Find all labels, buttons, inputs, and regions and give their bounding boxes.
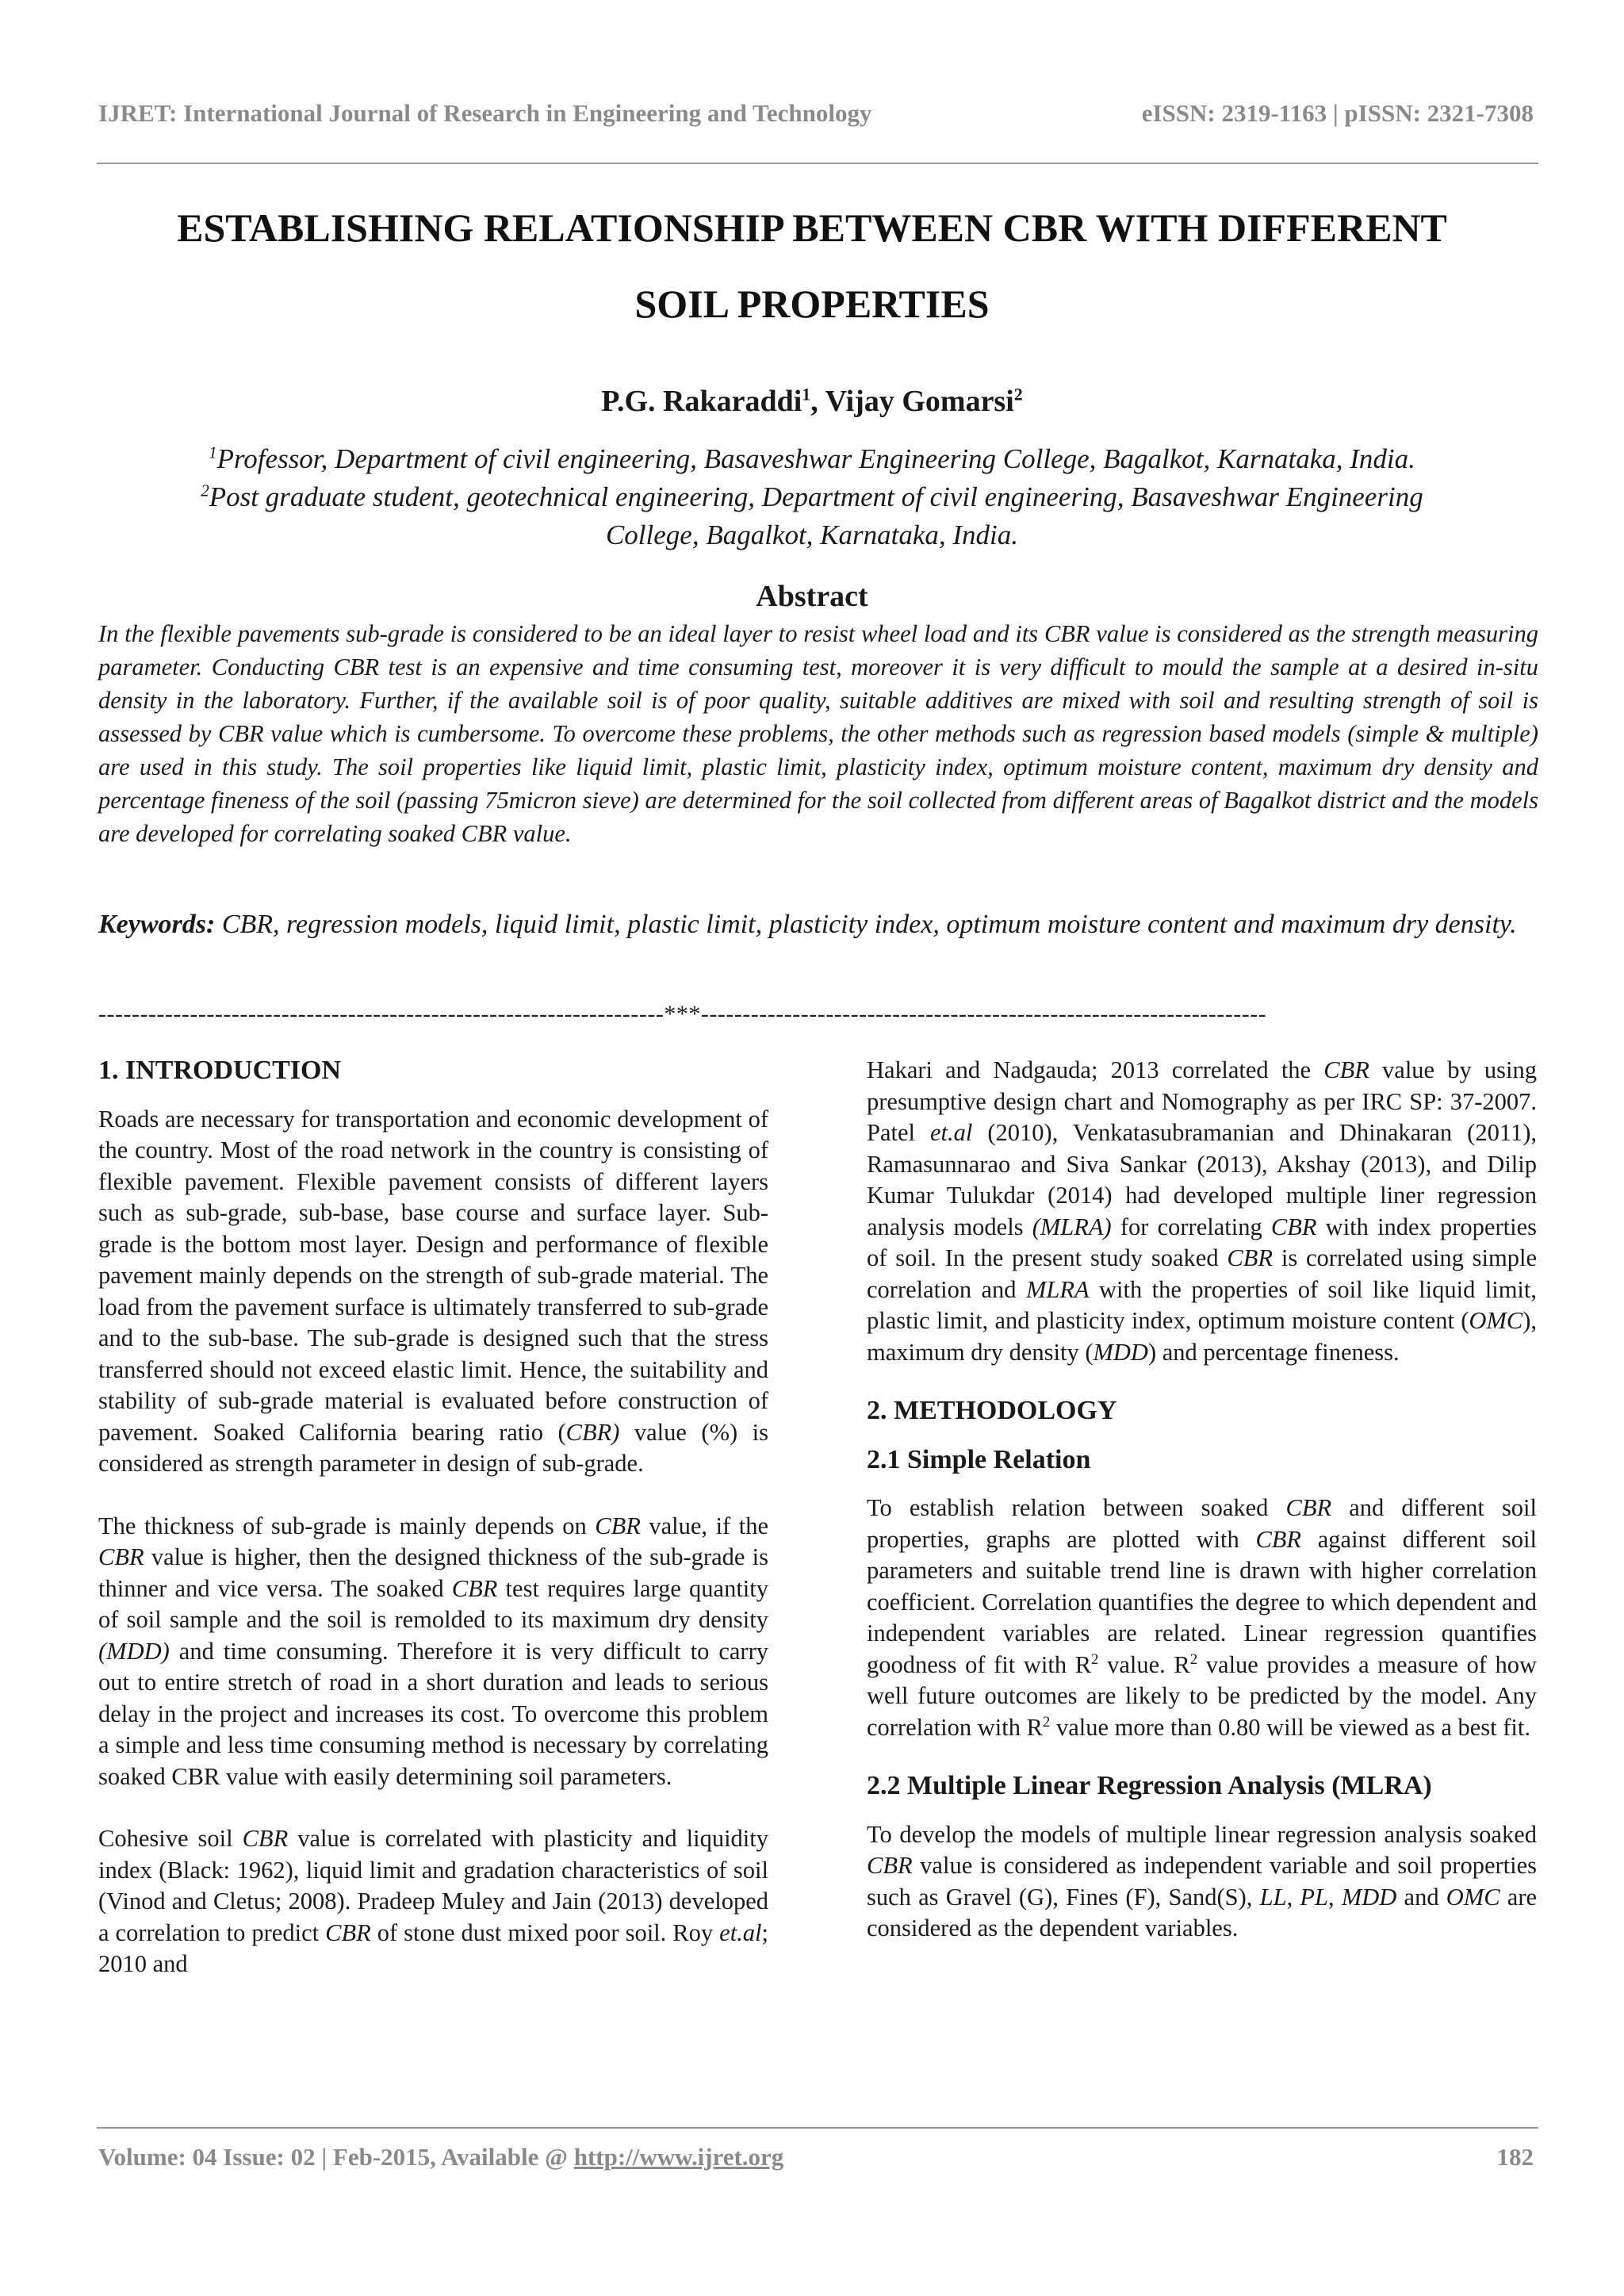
affiliation-2 <box>0 478 1624 516</box>
journal-url-link[interactable]: http://www.ijret.org <box>573 2143 784 2171</box>
text: To develop the models of multiple linear regression analysis soaked <box>867 1820 1537 1848</box>
journal-header: IJRET: International Journal of Research in Engineering and Technology <box>98 99 872 127</box>
affiliation-2-cont: College, Bagalkot, Karnataka, India. <box>605 519 1019 550</box>
italic-term: et.al <box>719 1918 762 1946</box>
text: value, if the <box>640 1512 768 1539</box>
italic-term: OMC <box>1446 1883 1500 1911</box>
text: Hakari and Nadgauda; 2013 correlated the <box>867 1056 1324 1083</box>
text: value by using presumptive design chart and Nomography as per IRC SP: 37-2007. Patel <box>867 1056 1537 1146</box>
superscript: 2 <box>1189 1650 1198 1668</box>
italic-term: et.al <box>930 1119 973 1146</box>
header-rule <box>97 163 1538 164</box>
text: value more than 0.80 will be viewed as a best fit. <box>1050 1713 1530 1741</box>
subsection-heading-simple-relation: 2.1 Simple Relation <box>867 1444 1091 1474</box>
text: against different soil parameters and suitable trend line is drawn with higher correlation coefficient. Correlation quantifies the degree to which dependent and independent variables are related. Linear regression quantifies goodness of fit with R <box>867 1525 1537 1678</box>
keywords-label: Keywords: <box>98 910 216 939</box>
author-separator: , <box>810 385 825 418</box>
section-heading-methodology: 2. METHODOLOGY <box>867 1396 1117 1425</box>
text: is correlated using simple correlation and <box>867 1244 1537 1303</box>
text: and different soil properties, graphs are plotted with <box>867 1494 1538 1553</box>
footer-rule <box>97 2127 1538 2129</box>
superscript: 2 <box>1091 1650 1099 1668</box>
keywords <box>98 898 1538 952</box>
affiliation-2-sup: 2 <box>201 481 209 500</box>
italic-term: CBR <box>242 1825 289 1852</box>
affiliation-2-text: Post graduate student, geotechnical engineering, Department of civil engineering, Basaveshwar Engineering <box>209 481 1423 512</box>
italic-term: CBR <box>595 1512 641 1539</box>
italic-term: (MLRA) <box>1032 1213 1112 1240</box>
text: ) and percentage fineness. <box>1147 1338 1400 1366</box>
text: value. R <box>1098 1650 1190 1678</box>
mlra-paragraph <box>867 1819 1537 1945</box>
section-divider: --------------------------------------------------------------------***-------------------------------------------------------------------- <box>98 1001 1267 1027</box>
italic-term: CBR <box>325 1918 371 1946</box>
text: test requires large quantity of soil sample and the soil is remolded to its maximum dry density <box>98 1574 769 1633</box>
italic-term: CBR <box>1323 1056 1369 1083</box>
italic-term: LL <box>1259 1883 1287 1911</box>
paper-title-line-1: ESTABLISHING RELATIONSHIP BETWEEN CBR WITH DIFFERENT <box>177 205 1447 250</box>
italic-term: CBR <box>98 1543 144 1570</box>
paper-title-line-2: SOIL PROPERTIES <box>634 282 990 326</box>
affiliation-1 <box>0 440 1624 478</box>
text: ; 2010 and <box>98 1918 769 1977</box>
text: Roads are necessary for transportation and economic development of the country. Most of the road network in the country is consisting of flexible pavement. Flexible pavement consists of different layers such as sub-grade, sub-base, base course and surface layer. Sub-grade is the bottom most layer. Design and performance of flexible pavement mainly depends on the strength of sub-grade material. The load from the pavement surface is ultimately transferred to sub-grade and to the sub-base. The sub-grade is designed such that the stress transferred should not exceed elastic limit. Hence, the suitability and stability of sub-grade material is evaluated before construction of pavement. Soaked California bearing ratio ( <box>98 1105 768 1446</box>
text: , <box>1286 1883 1300 1911</box>
author-1: P.G. Rakaraddi <box>601 385 802 418</box>
italic-term: CBR <box>1270 1213 1317 1240</box>
text: are considered as the dependent variables. <box>867 1883 1538 1941</box>
author-2: Vijay Gomarsi <box>825 385 1014 418</box>
text: and time consuming. Therefore it is very difficult to carry out to entire stretch of road in a short duration and leads to serious delay in the project and increases its cost. To overcome this problem a simple and less time consuming method is necessary by correlating soaked CBR value with easily determining soil parameters. <box>98 1637 768 1790</box>
left-column <box>98 1055 768 2011</box>
italic-term: CBR <box>1255 1525 1302 1553</box>
text: (2010), Venkatasubramanian and Dhinakaran (2011), Ramasunnarao and Siva Sankar (2013), Akshay (2013), and Dilip Kumar Tulukdar (2014) had developed multiple liner regression analysis models <box>867 1119 1537 1240</box>
italic-term: CBR) <box>565 1418 620 1446</box>
text: value (%) is considered as strength parameter in design of sub-grade. <box>98 1418 768 1477</box>
text: and <box>1396 1883 1446 1911</box>
text: of stone dust mixed poor soil. Roy <box>370 1918 720 1946</box>
italic-term: OMC <box>1469 1307 1523 1334</box>
text: value is higher, then the designed thickness of the sub-grade is thinner and vice versa. The soaked <box>98 1543 768 1602</box>
italic-term: MDD <box>1093 1338 1148 1366</box>
intro-paragraph-3 <box>98 1823 768 1980</box>
abstract-text: In the flexible pavements sub-grade is considered to be an ideal layer to resist wheel load and its CBR value is considered as the strength measuring parameter. Conducting CBR test is an expensive and time consuming test, moreover it is very difficult to mould the sample at a desired in-situ density in the laboratory. Further, if the available soil is of poor quality, suitable additives are mixed with soil and resulting strength of soil is assessed by CBR value which is cumbersome. To overcome these problems, the other methods such as regression based models (simple & multiple) are used in this study. The soil properties like liquid limit, plastic limit, plasticity index, optimum moisture content, maximum dry density and percentage fineness of the soil (passing 75micron sieve) are determined for the soil collected from different areas of Bagalkot district and the models are developed for correlating soaked CBR value. <box>98 620 1538 847</box>
affiliation-1-text: Professor, Department of civil engineering, Basaveshwar Engineering College, Bagalkot, Karnataka, India. <box>216 443 1415 474</box>
italic-term: CBR <box>867 1852 913 1879</box>
keywords-text: CBR, regression models, liquid limit, plastic limit, plasticity index, optimum moisture content and maximum dry density. <box>215 910 1517 939</box>
italic-term: CBR <box>451 1574 498 1602</box>
text: value is considered as independent variable and soil properties such as Gravel (G), Fines (F), Sand(S), <box>867 1852 1537 1911</box>
section-heading-introduction: 1. INTRODUCTION <box>98 1056 342 1085</box>
italic-term: PL <box>1300 1883 1329 1911</box>
italic-term: (MDD) <box>98 1637 170 1665</box>
subsection-heading-mlra: 2.2 Multiple Linear Regression Analysis (MLRA) <box>867 1771 1432 1800</box>
text: value provides a measure of how well future outcomes are likely to be predicted by the model. Any correlation with R <box>867 1650 1537 1741</box>
author-2-sup: 2 <box>1013 384 1023 404</box>
text: To establish relation between soaked <box>867 1494 1286 1521</box>
text: value is correlated with plasticity and liquidity index (Black: 1962), liquid limit and gradation characteristics of soil (Vinod and Cletus; 2008). Pradeep Muley and Jain (2013) developed a correlation to predict <box>98 1825 768 1946</box>
abstract-heading: Abstract <box>756 580 868 613</box>
text: for correlating <box>1111 1213 1271 1240</box>
author-1-sup: 1 <box>802 384 811 404</box>
italic-term: MDD <box>1341 1883 1397 1911</box>
affiliation-1-sup: 1 <box>209 443 217 462</box>
italic-term: MLRA <box>1025 1275 1090 1303</box>
text: The thickness of sub-grade is mainly depends on <box>98 1512 596 1539</box>
text: , <box>1328 1883 1342 1911</box>
text: ), maximum dry density ( <box>867 1307 1537 1366</box>
page-number: 182 <box>1496 2143 1534 2171</box>
authors <box>0 384 1624 419</box>
text: Cohesive soil <box>98 1825 243 1852</box>
superscript: 2 <box>1042 1713 1051 1731</box>
footer-text: Volume: 04 Issue: 02 | Feb-2015, Available @ <box>98 2143 574 2171</box>
text: with index properties of soil. In the present study soaked <box>867 1213 1537 1271</box>
italic-term: CBR <box>1227 1244 1274 1271</box>
footer-volume-info <box>98 2143 783 2171</box>
intro-paragraph-1 <box>98 1104 768 1480</box>
intro-paragraph-2 <box>98 1511 768 1793</box>
italic-term: CBR <box>1285 1494 1332 1521</box>
text: with the properties of soil like liquid limit, plastic limit, and plasticity index, optimum moisture content ( <box>867 1275 1537 1334</box>
issn-header: eISSN: 2319-1163 | pISSN: 2321-7308 <box>1141 99 1534 127</box>
right-column <box>867 1055 1537 1976</box>
simple-relation-paragraph <box>867 1493 1537 1743</box>
intro-paragraph-4 <box>867 1055 1537 1368</box>
